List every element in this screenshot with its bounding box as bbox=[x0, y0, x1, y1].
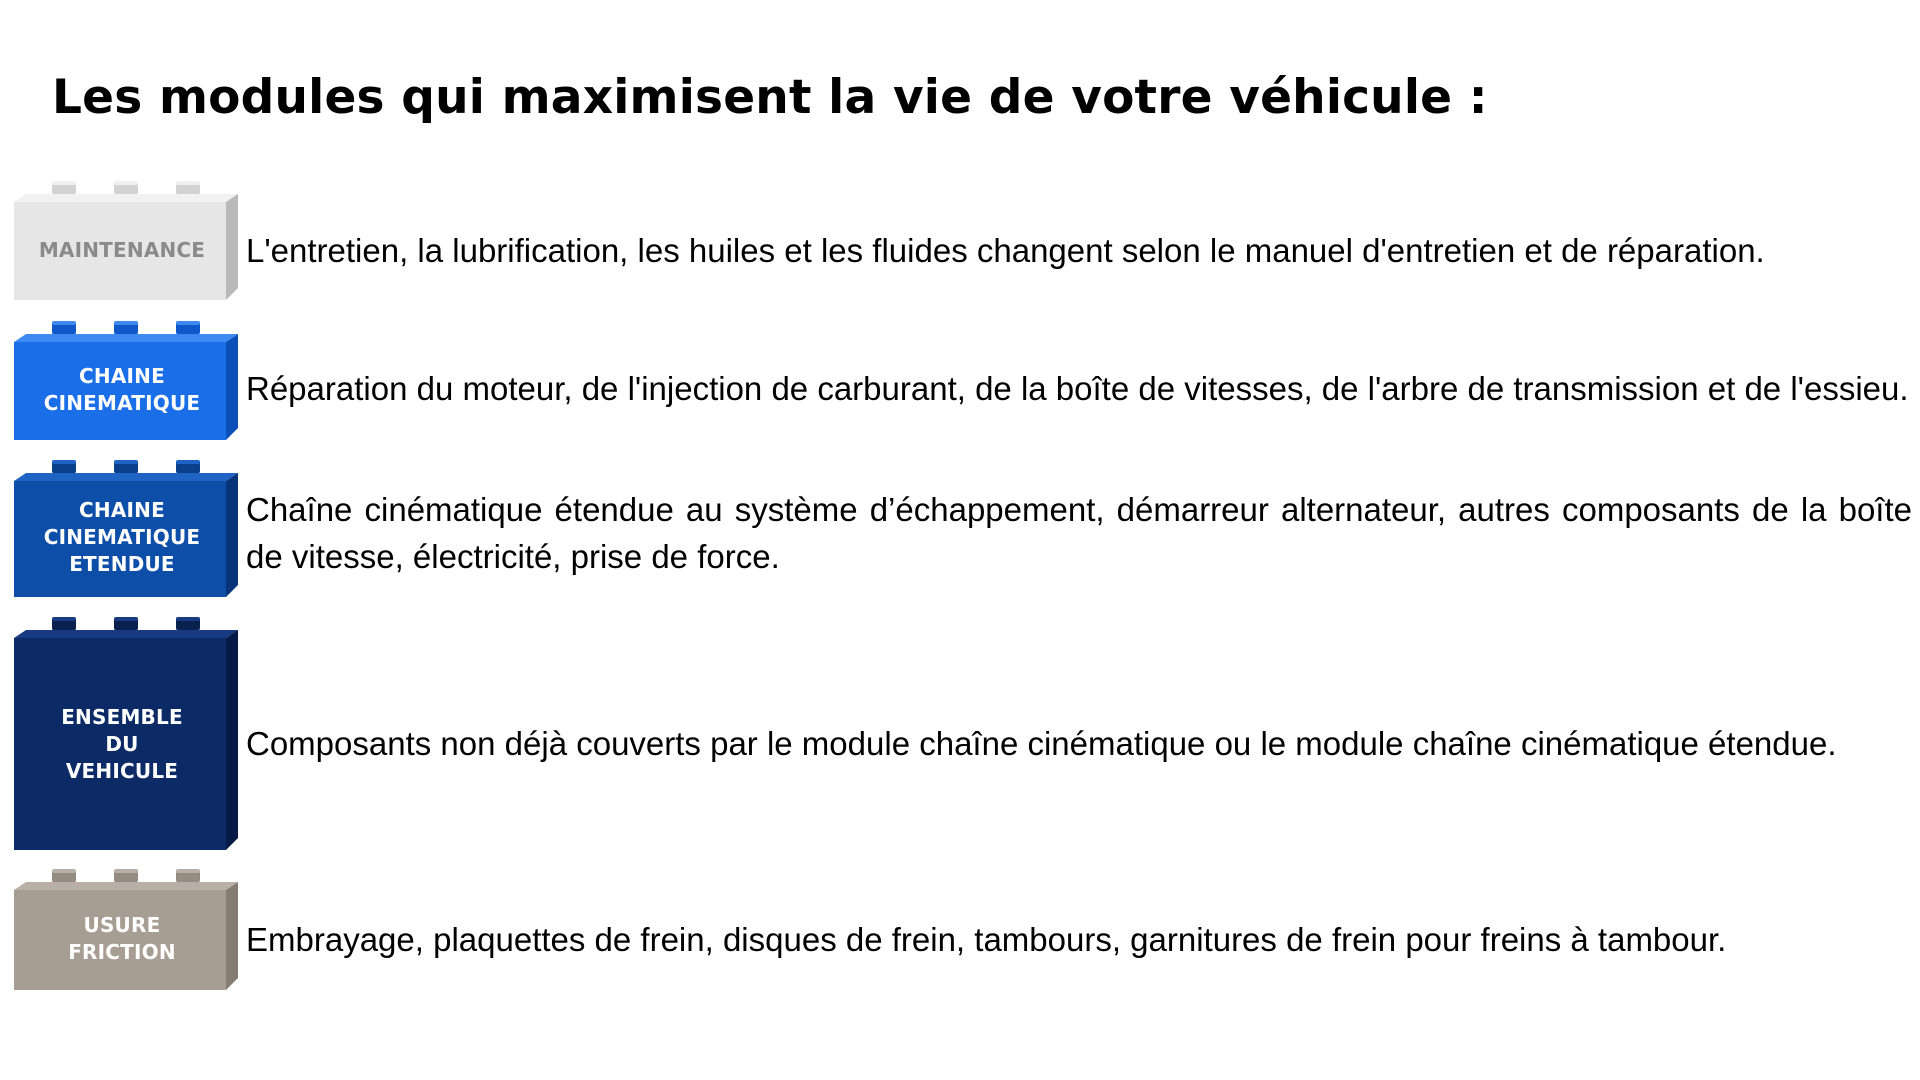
brick-side bbox=[226, 194, 238, 300]
brick-top bbox=[14, 882, 238, 890]
brick-stud-highlight bbox=[114, 321, 138, 325]
module-description-text: Chaîne cinématique étendue au système d’échappement, démarreur alternateur, autres composants de la boîte de vitesse, électricité, prise de force. bbox=[246, 491, 1912, 575]
brick-maintenance bbox=[14, 178, 232, 302]
brick-stud-highlight bbox=[114, 460, 138, 464]
module-description bbox=[246, 638, 1912, 848]
brick-side bbox=[226, 882, 238, 990]
module-description-text: L'entretien, la lubrification, les huiles et les fluides changent selon le manuel d'entretien et de réparation. bbox=[246, 231, 1765, 269]
brick-stud-highlight bbox=[114, 181, 138, 185]
module-row-usure-friction bbox=[14, 866, 1914, 992]
module-row-chaine-cinematique-etendue bbox=[14, 457, 1914, 599]
brick-stud-highlight bbox=[176, 617, 200, 621]
module-description bbox=[246, 202, 1912, 298]
module-row-maintenance bbox=[14, 178, 1914, 302]
module-row-chaine-cinematique bbox=[14, 318, 1914, 442]
brick-label: CHAINE CINEMATIQUE bbox=[43, 364, 201, 415]
module-description-text: Composants non déjà couverts par le module chaîne cinématique ou le module chaîne cinématique étendue. bbox=[246, 724, 1837, 762]
brick-label: MAINTENANCE bbox=[38, 237, 206, 262]
brick-stud-highlight bbox=[114, 869, 138, 873]
brick-stud-highlight bbox=[52, 617, 76, 621]
module-description-text: Embrayage, plaquettes de frein, disques de frein, tambours, garnitures de frein pour freins à tambour. bbox=[246, 920, 1727, 958]
brick-stud-highlight bbox=[52, 181, 76, 185]
brick-top bbox=[14, 630, 238, 638]
brick-stud-highlight bbox=[176, 869, 200, 873]
brick-side bbox=[226, 473, 238, 597]
brick-ensemble-du-vehicule bbox=[14, 614, 232, 852]
brick-stud-highlight bbox=[176, 460, 200, 464]
brick-top bbox=[14, 334, 238, 342]
brick-stud-highlight bbox=[176, 321, 200, 325]
brick-chaine-cinematique bbox=[14, 318, 232, 442]
brick-stud-highlight bbox=[52, 869, 76, 873]
brick-label: ENSEMBLE DU VEHICULE bbox=[61, 704, 183, 783]
brick-stud-highlight bbox=[176, 181, 200, 185]
brick-stud-highlight bbox=[52, 460, 76, 464]
module-description bbox=[246, 338, 1912, 438]
brick-side bbox=[226, 334, 238, 440]
brick-chaine-cinematique-etendue bbox=[14, 457, 232, 599]
module-description-text: Réparation du moteur, de l'injection de carburant, de la boîte de vitesses, de l'arbre de transmission et de l'essieu. bbox=[246, 369, 1909, 407]
module-description bbox=[246, 890, 1912, 988]
brick-stud-highlight bbox=[114, 617, 138, 621]
module-row-ensemble-du-vehicule bbox=[14, 614, 1914, 852]
brick-stud-highlight bbox=[52, 321, 76, 325]
brick-side bbox=[226, 630, 238, 850]
brick-top bbox=[14, 194, 238, 202]
brick-label: USURE FRICTION bbox=[68, 913, 176, 964]
brick-label: CHAINE CINEMATIQUE ETENDUE bbox=[43, 497, 201, 576]
module-description bbox=[246, 473, 1912, 593]
page-title: Les modules qui maximisent la vie de votre véhicule : bbox=[52, 70, 1488, 125]
brick-usure-friction bbox=[14, 866, 232, 992]
